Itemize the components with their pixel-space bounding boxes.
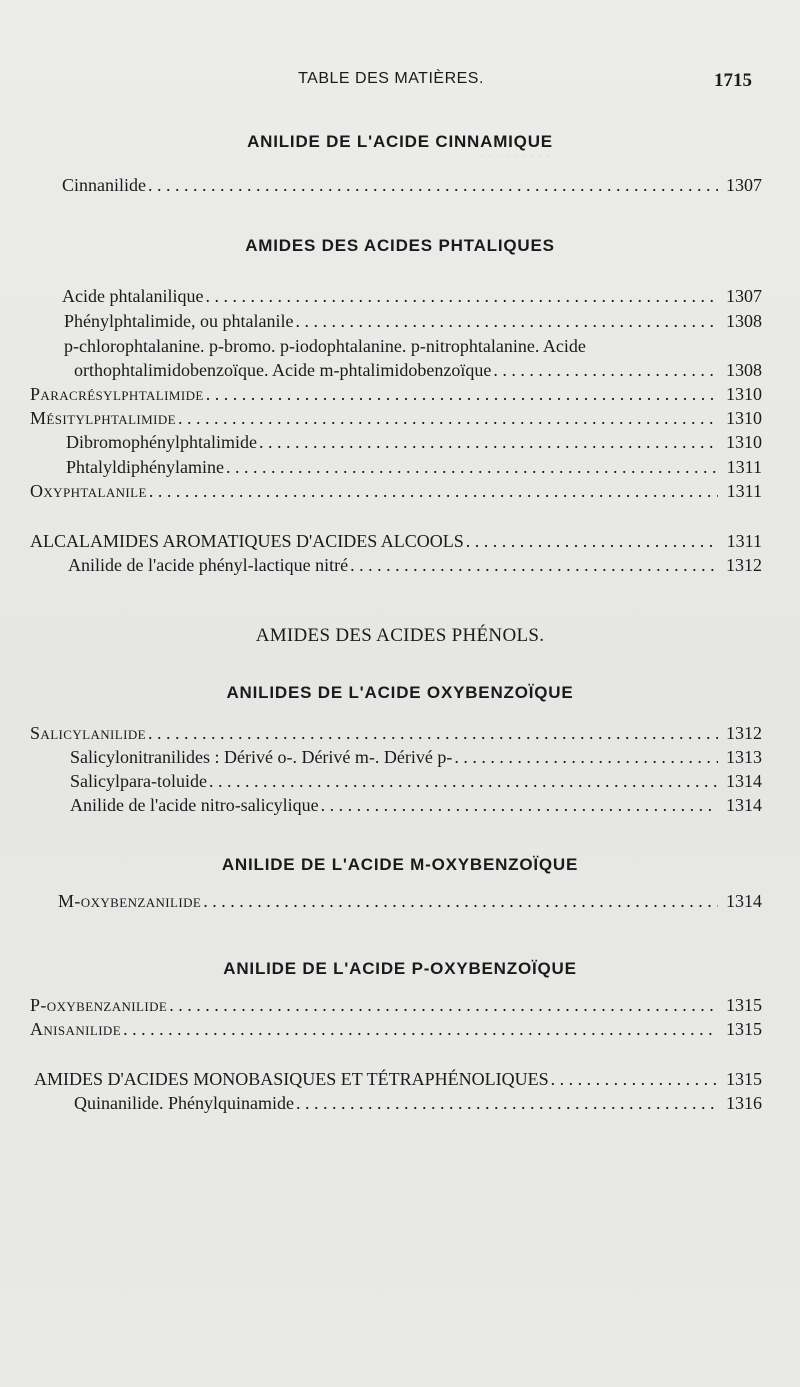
entry-label: Mésitylphtalimide [30,408,176,428]
leader-dots [203,889,718,913]
leader-dots [148,721,718,745]
leader-dots [296,1091,718,1115]
entry-page: 1315 [726,995,762,1015]
entry-page: 1312 [726,555,762,575]
entry-label: Dibromophénylphtalimide [66,432,257,452]
entry-label: Phénylphtalimide, ou phtalanile [64,311,294,331]
entry-page: 1310 [726,408,762,428]
entry-page: 1307 [726,175,762,195]
entry-page: 1308 [726,311,762,331]
entry-page: 1307 [726,286,762,306]
entry-page: 1314 [726,771,762,791]
entry-label: Phtalyldiphénylamine [66,457,224,477]
toc-entry-salicylpara[interactable] [70,769,762,793]
toc-entry-oxyphtalanile[interactable] [30,479,762,503]
entry-page: 1316 [726,1093,762,1113]
section-title-m-oxybenzoique: ANILIDE DE L'ACIDE M-OXYBENZOÏQUE [221,855,579,874]
toc-entry-nitro-salicylique[interactable] [70,793,762,817]
entry-page: 1315 [726,1019,762,1039]
leader-dots [551,1067,718,1091]
toc-entry-p-oxybenzanilide[interactable] [30,993,762,1017]
entry-page: 1311 [726,481,762,501]
entry-page: 1315 [726,1069,762,1089]
entry-page: 1311 [726,531,762,551]
toc-entry-salicylonitranilides[interactable] [70,745,762,769]
leader-dots [148,173,718,197]
entry-label: Paracrésylphtalimide [30,384,204,404]
entry-label: M-oxybenzanilide [58,891,202,911]
entry-label: orthophtalimidobenzoïque. Acide m-phtalimidobenzoïque [74,360,492,380]
leader-dots [295,309,718,333]
running-head [30,70,752,92]
bleed-through-text: · · · · · · · · · [480,150,550,165]
toc-entry-anisanilide[interactable] [30,1017,762,1041]
toc-entry-mesityl[interactable] [30,406,762,430]
toc-entry-salicylanilide[interactable] [30,721,762,745]
entry-label: Acide phtalanilique [62,286,204,306]
toc-entry-m-oxybenzanilide[interactable] [58,889,762,913]
leader-dots [493,358,718,382]
entry-page: 1308 [726,360,762,380]
toc-entry-paracresyl[interactable] [30,382,762,406]
toc-entry-chloro-line1: p-chlorophtalanine. p-bromo. p-iodophtalanine. p-nitrophtalanine. Acide [64,336,586,356]
entry-page: 1312 [726,723,762,743]
leader-dots [259,430,718,454]
toc-entry-cinnanilide[interactable] [62,173,762,197]
entry-page: 1314 [726,891,762,911]
leader-dots [321,793,718,817]
entry-label: Salicylanilide [30,723,146,743]
toc-entry-alcalamides[interactable] [30,529,762,553]
toc-entry-phenyl-lactique[interactable] [68,553,762,577]
section-title-p-oxybenzoique: ANILIDE DE L'ACIDE P-OXYBENZOÏQUE [223,959,577,978]
section-title-cinnamique: ANILIDE DE L'ACIDE CINNAMIQUE [247,132,553,151]
entry-label: Salicylpara-toluide [70,771,207,791]
entry-label: Quinanilide. Phénylquinamide [74,1093,294,1113]
leader-dots [206,382,718,406]
toc-entry-quinanilide[interactable] [74,1091,762,1115]
toc-entry-phtalyl[interactable] [66,455,762,479]
leader-dots [466,529,718,553]
toc-entry-dibromo[interactable] [66,430,762,454]
entry-page: 1311 [726,457,762,477]
entry-page: 1310 [726,432,762,452]
leader-dots [350,553,718,577]
toc-entry-phenylphtalimide[interactable] [64,309,762,333]
leader-dots [209,769,718,793]
leader-dots [178,406,718,430]
entry-label: Cinnanilide [62,175,146,195]
toc-entry-orthophtalimido[interactable] [74,358,762,382]
toc-entry-acide-phtalanilique[interactable] [62,284,762,308]
entry-page: 1314 [726,795,762,815]
entry-page: 1313 [726,747,762,767]
entry-label: ALCALAMIDES AROMATIQUES D'ACIDES ALCOOLS [30,531,464,551]
entry-label: P-oxybenzanilide [30,995,168,1015]
page-number: 1715 [714,70,752,91]
entry-label: Anilide de l'acide nitro-salicylique [70,795,319,815]
entry-label: Anisanilide [30,1019,122,1039]
entry-page: 1310 [726,384,762,404]
leader-dots [226,455,718,479]
entry-label: AMIDES D'ACIDES MONOBASIQUES ET TÉTRAPHÉNOLIQUES [34,1069,549,1089]
section-title-phtaliques: AMIDES DES ACIDES PHTALIQUES [245,236,555,255]
leader-dots [205,284,718,308]
leader-dots [149,479,718,503]
leader-dots [169,993,718,1017]
section-title-oxybenzoique: ANILIDES DE L'ACIDE OXYBENZOÏQUE [226,683,574,702]
leader-dots [123,1017,718,1041]
section-title-phenols: AMIDES DES ACIDES PHÉNOLS. [255,625,545,646]
toc-entry-amides-monobasiques[interactable] [34,1067,762,1091]
entry-label: Anilide de l'acide phényl-lactique nitré [68,555,349,575]
leader-dots [454,745,718,769]
entry-label: Oxyphtalanile [30,481,147,501]
entry-label: Salicylonitranilides : Dérivé o-. Dérivé m-. Dérivé p- [70,747,453,767]
running-title: TABLE DES MATIÈRES. [298,70,484,87]
